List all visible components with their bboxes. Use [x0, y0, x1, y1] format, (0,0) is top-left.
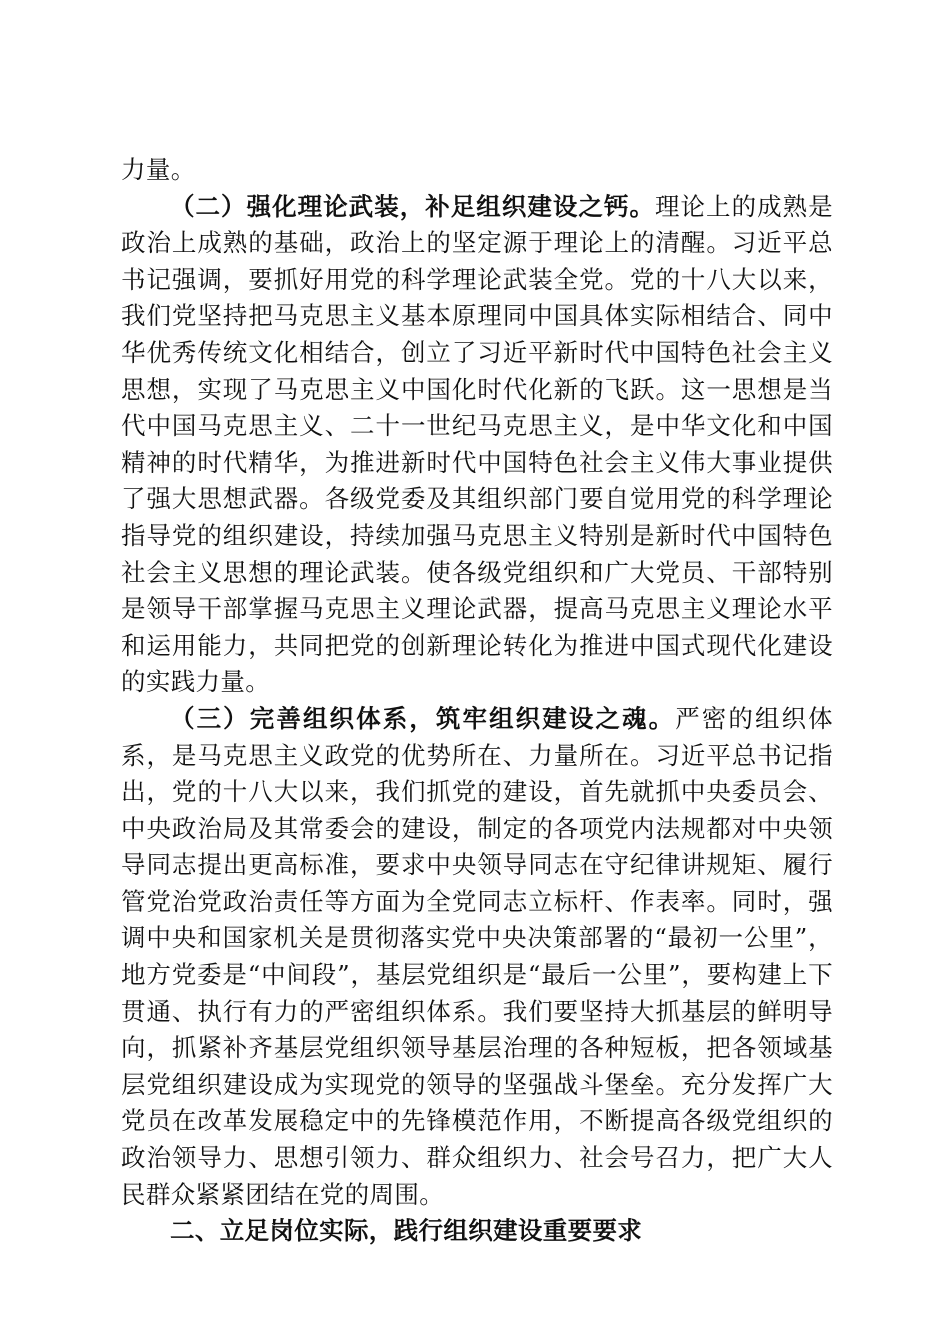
section-2-body: 理论上的成熟是政治上成熟的基础，政治上的坚定源于理论上的清醒。习近平总书记强调，要抓好用党的科学理论武装全党。党的十八大以来，我们党坚持把马克思主义基本原理同中国具体实际相结合、同中华优秀传统文化相结合，创立了习近平新时代中国特色社会主义思想，实现了马克思主义中国化时代化新的飞跃。这一思想是当代中国马克思主义、二十一世纪马克思主义，是中华文化和中国精神的时代精华，为推进新时代中国特色社会主义伟大事业提供了强大思想武器。各级党委及其组织部门要自觉用党的科学理论指导党的组织建设，持续加强马克思主义特别是新时代中国特色社会主义思想的理论武装。使各级党组织和广大党员、干部特别是领导干部掌握马克思主义理论武器，提高马克思主义理论水平和运用能力，共同把党的创新理论转化为推进中国式现代化建设的实践力量。 [121, 191, 834, 697]
carryover-paragraph [121, 152, 833, 189]
section-3-body: 严密的组织体系，是马克思主义政党的优势所在、力量所在。习近平总书记指出，党的十八大以来，我们抓党的建设，首先就抓中央委员会、中央政治局及其常委会的建设，制定的各项党内法规都对中央领导同志提出更高标准，要求中央领导同志在守纪律讲规矩、履行管党治党政治责任等方面为全党同志立标杆、作表率。同时，强调中央和国家机关是贯彻落实党中央决策部署的“最初一公里”，地方党委是“中间段”，基层党组织是“最后一公里”，要构建上下贯通、执行有力的严密组织体系。我们要坚持大抓基层的鲜明导向，抓紧补齐基层党组织领导基层治理的各种短板，把各领域基层党组织建设成为实现党的领导的坚强战斗堡垒。充分发挥广大党员在改革发展稳定中的先锋模范作用，不断提高各级党组织的政治领导力、思想引领力、群众组织力、社会号召力，把广大人民群众紧紧团结在党的周围。 [121, 703, 833, 1209]
section-3-paragraph [121, 701, 833, 1213]
section-3-lead: （三）完善组织体系，筑牢组织建设之魂。 [170, 703, 676, 733]
document-body [121, 152, 833, 1250]
section-2-paragraph [121, 189, 833, 701]
section-2-lead: （二）强化理论武装，补足组织建设之钙。 [170, 191, 655, 221]
carryover-text: 力量。 [121, 155, 196, 184]
heading-part-two: 二、立足岗位实际，践行组织建设重要要求 [170, 1216, 643, 1246]
